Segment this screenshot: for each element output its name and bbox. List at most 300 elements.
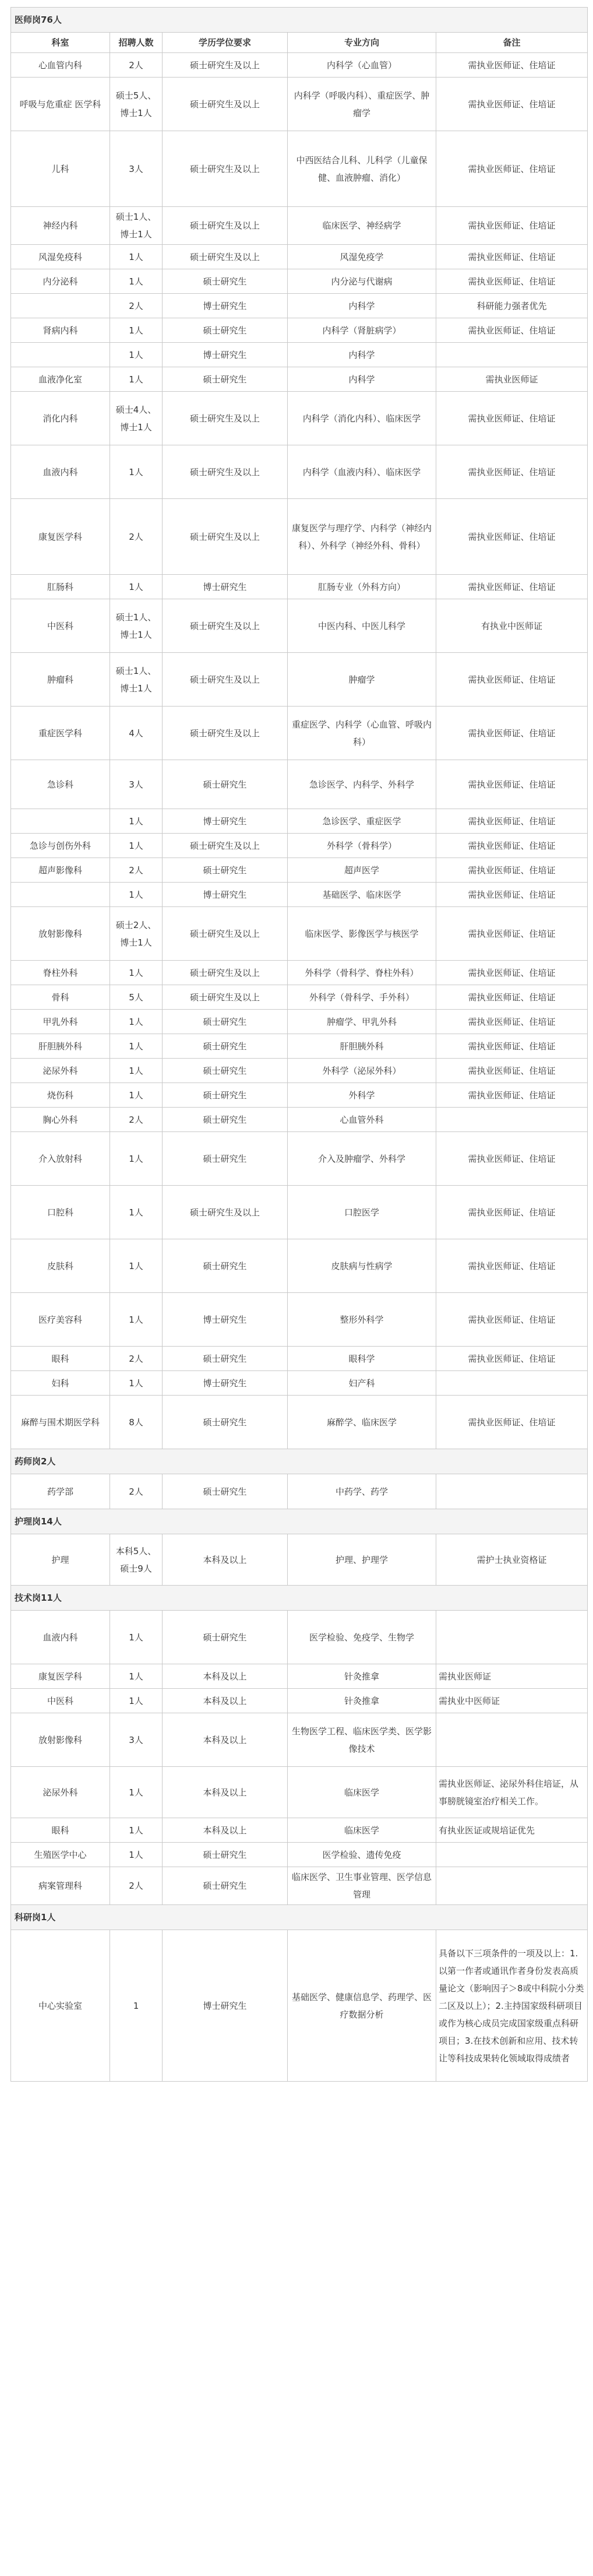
cell-edu: 硕士研究生 [163, 269, 288, 294]
cell-dept: 护理 [11, 1534, 110, 1586]
cell-edu: 硕士研究生及以上 [163, 1186, 288, 1239]
cell-edu: 博士研究生 [163, 883, 288, 907]
cell-dept: 康复医学科 [11, 1664, 110, 1689]
cell-edu: 硕士研究生 [163, 1347, 288, 1371]
cell-remark: 需执业医师证、住培证 [436, 883, 588, 907]
cell-remark [436, 343, 588, 367]
section-header-row [11, 1905, 588, 1930]
cell-major: 临床医学、神经病学 [288, 207, 436, 245]
cell-edu: 硕士研究生及以上 [163, 653, 288, 707]
header-edu: 学历学位要求 [163, 33, 288, 53]
cell-remark: 需执业医师证、住培证 [436, 207, 588, 245]
cell-dept: 肛肠科 [11, 575, 110, 599]
cell-count: 硕士1人、博士1人 [110, 653, 163, 707]
cell-remark: 需执业医师证、住培证 [436, 445, 588, 499]
cell-major: 外科学 [288, 1083, 436, 1108]
cell-dept: 肿瘤科 [11, 653, 110, 707]
cell-major: 医学检验、遗传免疫 [288, 1843, 436, 1867]
cell-edu: 硕士研究生 [163, 1010, 288, 1034]
table-row [11, 499, 588, 575]
cell-major: 内科学 [288, 294, 436, 318]
cell-major: 心血管外科 [288, 1108, 436, 1132]
cell-edu: 硕士研究生 [163, 1108, 288, 1132]
cell-dept: 皮肤科 [11, 1239, 110, 1293]
cell-major: 肿瘤学 [288, 653, 436, 707]
cell-remark: 有执业医证或规培证优先 [436, 1818, 588, 1843]
cell-edu: 硕士研究生及以上 [163, 961, 288, 985]
cell-edu: 硕士研究生及以上 [163, 245, 288, 269]
cell-remark: 需执业中医师证 [436, 1689, 588, 1713]
cell-edu: 硕士研究生 [163, 1611, 288, 1664]
cell-edu: 硕士研究生及以上 [163, 53, 288, 78]
cell-major: 内科学 [288, 343, 436, 367]
cell-edu: 博士研究生 [163, 1930, 288, 2082]
cell-remark [436, 1867, 588, 1905]
cell-edu: 博士研究生 [163, 1371, 288, 1396]
cell-count: 2人 [110, 1108, 163, 1132]
cell-remark: 需执业医师证、住培证 [436, 1034, 588, 1059]
cell-major: 内科学（呼吸内科）、重症医学、肿瘤学 [288, 78, 436, 131]
cell-dept: 放射影像科 [11, 907, 110, 961]
cell-count: 5人 [110, 985, 163, 1010]
cell-count: 1人 [110, 1767, 163, 1818]
cell-dept: 泌尿外科 [11, 1059, 110, 1083]
table-row [11, 1843, 588, 1867]
table-row [11, 294, 588, 318]
cell-dept: 胸心外科 [11, 1108, 110, 1132]
cell-dept: 甲乳外科 [11, 1010, 110, 1034]
cell-edu: 硕士研究生及以上 [163, 499, 288, 575]
cell-count: 硕士1人、博士1人 [110, 207, 163, 245]
cell-major: 妇产科 [288, 1371, 436, 1396]
cell-remark: 需执业医师证、住培证 [436, 245, 588, 269]
cell-dept [11, 809, 110, 834]
cell-major: 肿瘤学、甲乳外科 [288, 1010, 436, 1034]
cell-dept: 医疗美容科 [11, 1293, 110, 1347]
cell-count: 1人 [110, 883, 163, 907]
cell-count: 硕士4人、博士1人 [110, 392, 163, 445]
table-row [11, 1186, 588, 1239]
cell-count: 1人 [110, 1818, 163, 1843]
cell-remark: 需执业医师证、住培证 [436, 1293, 588, 1347]
cell-remark: 需执业医师证、住培证 [436, 269, 588, 294]
cell-dept [11, 294, 110, 318]
cell-edu: 硕士研究生 [163, 1132, 288, 1186]
table-row [11, 1713, 588, 1767]
table-row [11, 760, 588, 809]
cell-count: 1人 [110, 834, 163, 858]
cell-count: 2人 [110, 858, 163, 883]
recruitment-table [10, 7, 588, 2082]
cell-remark: 需执业医师证、住培证 [436, 1396, 588, 1449]
cell-major: 整形外科学 [288, 1293, 436, 1347]
cell-count: 3人 [110, 1713, 163, 1767]
cell-edu: 本科及以上 [163, 1689, 288, 1713]
section-header-row [11, 1509, 588, 1534]
cell-dept: 眼科 [11, 1818, 110, 1843]
cell-dept: 超声影像科 [11, 858, 110, 883]
cell-edu: 硕士研究生 [163, 760, 288, 809]
cell-major: 中西医结合儿科、儿科学（儿童保健、血液肿瘤、消化） [288, 131, 436, 207]
cell-dept: 药学部 [11, 1474, 110, 1509]
cell-count: 1人 [110, 367, 163, 392]
cell-dept: 麻醉与围术期医学科 [11, 1396, 110, 1449]
cell-major: 中医内科、中医儿科学 [288, 599, 436, 653]
cell-major: 肝胆胰外科 [288, 1034, 436, 1059]
table-row [11, 1534, 588, 1586]
cell-remark: 需执业医师证、住培证 [436, 1347, 588, 1371]
cell-dept: 神经内科 [11, 207, 110, 245]
cell-edu: 硕士研究生 [163, 1239, 288, 1293]
cell-major: 急诊医学、内科学、外科学 [288, 760, 436, 809]
cell-count: 本科5人、硕士9人 [110, 1534, 163, 1586]
cell-dept: 心血管内科 [11, 53, 110, 78]
cell-edu: 硕士研究生及以上 [163, 907, 288, 961]
cell-dept: 呼吸与危重症 医学科 [11, 78, 110, 131]
table-row [11, 269, 588, 294]
cell-edu: 博士研究生 [163, 294, 288, 318]
cell-major: 针灸推拿 [288, 1689, 436, 1713]
cell-remark: 需执业医师证、住培证 [436, 392, 588, 445]
header-dept: 科室 [11, 33, 110, 53]
cell-remark: 需执业医师证、住培证 [436, 1239, 588, 1293]
table-row [11, 343, 588, 367]
cell-edu: 硕士研究生 [163, 1059, 288, 1083]
cell-count: 硕士2人、博士1人 [110, 907, 163, 961]
cell-major: 内科学 [288, 367, 436, 392]
cell-dept: 肝胆胰外科 [11, 1034, 110, 1059]
cell-edu: 硕士研究生 [163, 318, 288, 343]
table-row [11, 1108, 588, 1132]
cell-dept: 血液内科 [11, 1611, 110, 1664]
cell-major: 康复医学与理疗学、内科学（神经内科）、外科学（神经外科、骨科） [288, 499, 436, 575]
cell-dept: 急诊与创伤外科 [11, 834, 110, 858]
cell-count: 2人 [110, 1474, 163, 1509]
cell-edu: 硕士研究生 [163, 1474, 288, 1509]
section-header-row [11, 8, 588, 33]
cell-dept: 重症医学科 [11, 707, 110, 760]
table-row [11, 1293, 588, 1347]
cell-major: 临床医学、卫生事业管理、医学信息管理 [288, 1867, 436, 1905]
cell-major: 中药学、药学 [288, 1474, 436, 1509]
table-row [11, 1132, 588, 1186]
cell-dept [11, 883, 110, 907]
cell-remark: 需执业医师证、住培证 [436, 1059, 588, 1083]
cell-edu: 本科及以上 [163, 1664, 288, 1689]
cell-remark: 需执业医师证、住培证 [436, 985, 588, 1010]
cell-count: 1人 [110, 245, 163, 269]
cell-major: 重症医学、内科学（心血管、呼吸内科） [288, 707, 436, 760]
cell-dept: 泌尿外科 [11, 1767, 110, 1818]
cell-count: 4人 [110, 707, 163, 760]
cell-count: 2人 [110, 1347, 163, 1371]
cell-major: 临床医学、影像医学与核医学 [288, 907, 436, 961]
cell-dept: 急诊科 [11, 760, 110, 809]
cell-major: 内科学（心血管） [288, 53, 436, 78]
cell-major: 外科学（骨科学） [288, 834, 436, 858]
cell-dept: 消化内科 [11, 392, 110, 445]
cell-remark: 需护士执业资格证 [436, 1534, 588, 1586]
table-row [11, 1818, 588, 1843]
cell-dept: 风湿免疫科 [11, 245, 110, 269]
table-row [11, 1689, 588, 1713]
table-row [11, 653, 588, 707]
cell-count: 硕士1人、博士1人 [110, 599, 163, 653]
cell-major: 内科学（肾脏病学） [288, 318, 436, 343]
cell-major: 针灸推拿 [288, 1664, 436, 1689]
table-row [11, 834, 588, 858]
cell-edu: 硕士研究生及以上 [163, 985, 288, 1010]
table-row [11, 245, 588, 269]
cell-remark: 具备以下三项条件的一项及以上：1.以第一作者或通讯作者身份发表高质量论文（影响因子＞8或中科院小分类二区及以上）；2.主持国家级科研项目或作为核心成员完成国家级重点科研项目；3.在技术创新和应用、技术转让等科技成果转化领域取得成绩者 [436, 1930, 588, 2082]
cell-major: 内分泌与代谢病 [288, 269, 436, 294]
cell-remark: 需执业医师证、住培证 [436, 131, 588, 207]
cell-major: 皮肤病与性病学 [288, 1239, 436, 1293]
table-row [11, 367, 588, 392]
cell-remark: 需执业医师证、住培证 [436, 760, 588, 809]
cell-remark: 需执业医师证、住培证 [436, 707, 588, 760]
cell-count: 2人 [110, 499, 163, 575]
cell-remark: 需执业医师证、住培证 [436, 653, 588, 707]
cell-remark: 需执业医师证、住培证 [436, 858, 588, 883]
cell-dept: 口腔科 [11, 1186, 110, 1239]
cell-remark: 需执业医师证 [436, 1664, 588, 1689]
cell-count: 1人 [110, 1371, 163, 1396]
cell-major: 临床医学 [288, 1767, 436, 1818]
cell-dept [11, 343, 110, 367]
cell-edu: 硕士研究生及以上 [163, 78, 288, 131]
cell-count: 3人 [110, 760, 163, 809]
cell-edu: 博士研究生 [163, 343, 288, 367]
cell-dept: 病案管理科 [11, 1867, 110, 1905]
cell-count: 1人 [110, 269, 163, 294]
cell-remark: 需执业医师证、住培证 [436, 1186, 588, 1239]
cell-remark: 科研能力强者优先 [436, 294, 588, 318]
cell-count: 2人 [110, 53, 163, 78]
cell-dept: 生殖医学中心 [11, 1843, 110, 1867]
table-row [11, 207, 588, 245]
table-row [11, 445, 588, 499]
table-row [11, 318, 588, 343]
table-row [11, 907, 588, 961]
cell-major: 超声医学 [288, 858, 436, 883]
section-header-row [11, 1449, 588, 1474]
cell-major: 肛肠专业（外科方向） [288, 575, 436, 599]
table-row [11, 961, 588, 985]
cell-major: 口腔医学 [288, 1186, 436, 1239]
table-row [11, 1930, 588, 2082]
table-row [11, 707, 588, 760]
table-row [11, 1347, 588, 1371]
cell-count: 1人 [110, 961, 163, 985]
cell-major: 外科学（骨科学、脊柱外科） [288, 961, 436, 985]
header-count: 招聘人数 [110, 33, 163, 53]
cell-remark: 需执业医师证、住培证 [436, 575, 588, 599]
cell-edu: 硕士研究生及以上 [163, 131, 288, 207]
cell-edu: 硕士研究生及以上 [163, 834, 288, 858]
cell-dept: 妇科 [11, 1371, 110, 1396]
section-title-research: 科研岗1人 [11, 1905, 588, 1930]
table-row [11, 883, 588, 907]
cell-major: 介入及肿瘤学、外科学 [288, 1132, 436, 1186]
table-row [11, 1083, 588, 1108]
cell-edu: 博士研究生 [163, 1293, 288, 1347]
section-header-row [11, 1586, 588, 1611]
cell-dept: 介入放射科 [11, 1132, 110, 1186]
cell-edu: 硕士研究生及以上 [163, 707, 288, 760]
column-header-row [11, 33, 588, 53]
cell-dept: 骨科 [11, 985, 110, 1010]
cell-dept: 血液内科 [11, 445, 110, 499]
cell-major: 基础医学、临床医学 [288, 883, 436, 907]
cell-count: 1人 [110, 1293, 163, 1347]
section-title-tech: 技术岗11人 [11, 1586, 588, 1611]
cell-count: 1人 [110, 1186, 163, 1239]
cell-count: 1人 [110, 1611, 163, 1664]
cell-major: 内科学（消化内科）、临床医学 [288, 392, 436, 445]
cell-count: 1人 [110, 1010, 163, 1034]
cell-dept: 脊柱外科 [11, 961, 110, 985]
cell-dept: 血液净化室 [11, 367, 110, 392]
cell-major: 医学检验、免疫学、生物学 [288, 1611, 436, 1664]
cell-major: 风湿免疫学 [288, 245, 436, 269]
cell-edu: 本科及以上 [163, 1534, 288, 1586]
table-row [11, 53, 588, 78]
cell-remark: 需执业医师证、住培证 [436, 961, 588, 985]
table-row [11, 575, 588, 599]
cell-count: 3人 [110, 131, 163, 207]
cell-dept: 中医科 [11, 1689, 110, 1713]
recruitment-table-container [10, 7, 587, 2082]
cell-major: 麻醉学、临床医学 [288, 1396, 436, 1449]
cell-edu: 硕士研究生 [163, 1867, 288, 1905]
cell-count: 1人 [110, 445, 163, 499]
cell-major: 急诊医学、重症医学 [288, 809, 436, 834]
cell-edu: 本科及以上 [163, 1767, 288, 1818]
cell-count: 8人 [110, 1396, 163, 1449]
table-row [11, 985, 588, 1010]
table-row [11, 599, 588, 653]
cell-count: 1人 [110, 1689, 163, 1713]
cell-edu: 硕士研究生 [163, 858, 288, 883]
cell-dept: 眼科 [11, 1347, 110, 1371]
cell-remark [436, 1474, 588, 1509]
table-row [11, 78, 588, 131]
cell-dept: 内分泌科 [11, 269, 110, 294]
cell-count: 1 [110, 1930, 163, 2082]
section-title-doctor: 医师岗76人 [11, 8, 588, 33]
table-row [11, 858, 588, 883]
cell-remark [436, 1611, 588, 1664]
cell-edu: 硕士研究生 [163, 1396, 288, 1449]
cell-edu: 硕士研究生及以上 [163, 445, 288, 499]
table-row [11, 1371, 588, 1396]
table-row [11, 392, 588, 445]
cell-edu: 硕士研究生 [163, 1034, 288, 1059]
section-title-nursing: 护理岗14人 [11, 1509, 588, 1534]
cell-count: 1人 [110, 318, 163, 343]
cell-edu: 硕士研究生及以上 [163, 599, 288, 653]
table-row [11, 1396, 588, 1449]
cell-major: 护理、护理学 [288, 1534, 436, 1586]
table-row [11, 1474, 588, 1509]
cell-major: 临床医学 [288, 1818, 436, 1843]
cell-count: 1人 [110, 1239, 163, 1293]
table-row [11, 1611, 588, 1664]
table-row [11, 131, 588, 207]
cell-dept: 烧伤科 [11, 1083, 110, 1108]
table-row [11, 1034, 588, 1059]
cell-major: 眼科学 [288, 1347, 436, 1371]
cell-dept: 康复医学科 [11, 499, 110, 575]
cell-dept: 肾病内科 [11, 318, 110, 343]
cell-edu: 硕士研究生 [163, 1843, 288, 1867]
table-row [11, 1867, 588, 1905]
cell-count: 1人 [110, 1664, 163, 1689]
cell-count: 硕士5人、博士1人 [110, 78, 163, 131]
table-row [11, 809, 588, 834]
section-title-pharmacy: 药师岗2人 [11, 1449, 588, 1474]
cell-remark: 需执业医师证、住培证 [436, 907, 588, 961]
cell-edu: 硕士研究生 [163, 367, 288, 392]
cell-remark [436, 1713, 588, 1767]
table-row [11, 1664, 588, 1689]
cell-remark: 需执业医师证、住培证 [436, 809, 588, 834]
cell-dept: 放射影像科 [11, 1713, 110, 1767]
cell-remark: 有执业中医师证 [436, 599, 588, 653]
cell-count: 1人 [110, 1843, 163, 1867]
cell-major: 基础医学、健康信息学、药理学、医疗数据分析 [288, 1930, 436, 2082]
cell-edu: 硕士研究生及以上 [163, 392, 288, 445]
cell-remark: 需执业医师证、住培证 [436, 318, 588, 343]
cell-dept: 中医科 [11, 599, 110, 653]
cell-major: 内科学（血液内科）、临床医学 [288, 445, 436, 499]
cell-edu: 硕士研究生及以上 [163, 207, 288, 245]
cell-count: 1人 [110, 575, 163, 599]
cell-remark: 需执业医师证 [436, 367, 588, 392]
cell-count: 1人 [110, 1034, 163, 1059]
cell-major: 生物医学工程、临床医学类、医学影像技术 [288, 1713, 436, 1767]
cell-count: 1人 [110, 1083, 163, 1108]
cell-remark: 需执业医师证、住培证 [436, 1010, 588, 1034]
cell-edu: 博士研究生 [163, 809, 288, 834]
cell-remark: 需执业医师证、住培证 [436, 78, 588, 131]
cell-major: 外科学（骨科学、手外科） [288, 985, 436, 1010]
cell-edu: 硕士研究生 [163, 1083, 288, 1108]
cell-remark [436, 1108, 588, 1132]
cell-count: 1人 [110, 809, 163, 834]
cell-edu: 本科及以上 [163, 1713, 288, 1767]
cell-dept: 中心实验室 [11, 1930, 110, 2082]
cell-dept: 儿科 [11, 131, 110, 207]
header-major: 专业方向 [288, 33, 436, 53]
cell-edu: 本科及以上 [163, 1818, 288, 1843]
cell-remark: 需执业医师证、住培证 [436, 1083, 588, 1108]
cell-major: 外科学（泌尿外科） [288, 1059, 436, 1083]
cell-count: 1人 [110, 1132, 163, 1186]
cell-remark: 需执业医师证、泌尿外科住培证，从事膀胱镜室治疗相关工作。 [436, 1767, 588, 1818]
header-remark: 备注 [436, 33, 588, 53]
cell-count: 2人 [110, 1867, 163, 1905]
cell-remark: 需执业医师证、住培证 [436, 53, 588, 78]
cell-remark: 需执业医师证、住培证 [436, 834, 588, 858]
cell-count: 1人 [110, 1059, 163, 1083]
cell-count: 2人 [110, 294, 163, 318]
cell-remark [436, 1843, 588, 1867]
cell-edu: 博士研究生 [163, 575, 288, 599]
table-body [11, 8, 588, 2082]
cell-remark: 需执业医师证、住培证 [436, 499, 588, 575]
